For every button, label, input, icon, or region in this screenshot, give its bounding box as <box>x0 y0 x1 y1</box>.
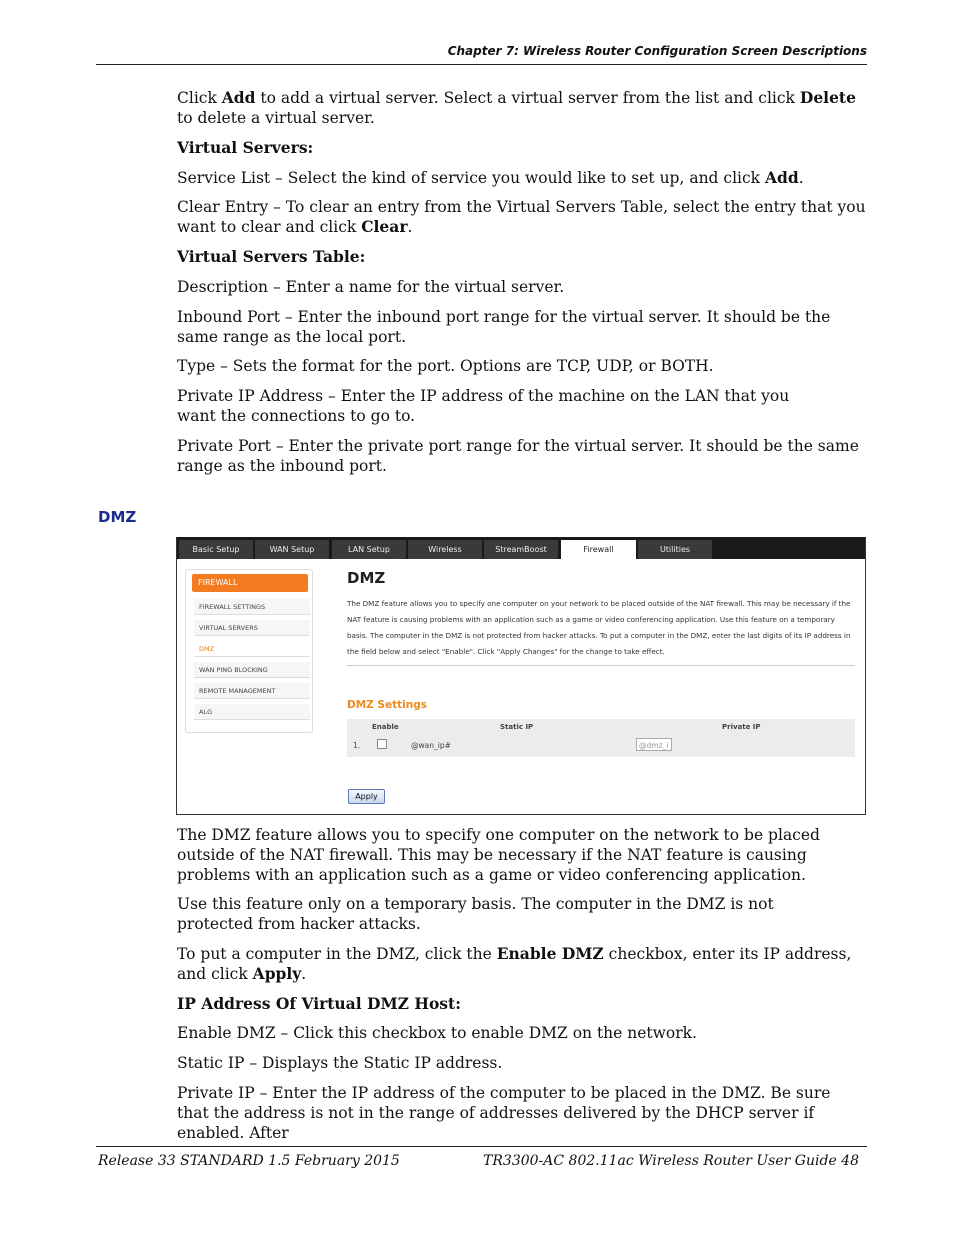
tab-wireless[interactable]: Wireless <box>408 540 482 559</box>
private-ip-text: Private IP Address – Enter the IP address of the machine on the LAN that you want the connections to go to. <box>177 387 790 425</box>
sidebar-item-dmz[interactable]: DMZ <box>194 641 310 657</box>
clear-entry-text: Clear Entry – To clear an entry from the Virtual Servers Table, select the entry that you want to clear and click Clear. <box>177 198 866 236</box>
type-text: Type – Sets the format for the port. Options are TCP, UDP, or BOTH. <box>177 357 714 375</box>
tab-basic-setup[interactable]: Basic Setup <box>179 540 253 559</box>
sidebar-item-remote-management[interactable]: REMOTE MANAGEMENT <box>194 683 310 699</box>
sidebar-item-firewall-settings[interactable]: FIREWALL SETTINGS <box>194 599 310 615</box>
description-text: Description – Enter a name for the virtual server. <box>177 278 565 296</box>
divider <box>347 665 855 666</box>
sidebar-item-virtual-servers[interactable]: VIRTUAL SERVERS <box>194 620 310 636</box>
page-footer <box>96 1146 867 1169</box>
sidebar-item-wan-ping-blocking[interactable]: WAN PING BLOCKING <box>194 662 310 678</box>
dmz-host-heading: IP Address Of Virtual DMZ Host: <box>177 994 461 1013</box>
dmz-explanation-3: To put a computer in the DMZ, click the Enable DMZ checkbox, enter its IP address, and click Apply. <box>177 944 852 983</box>
enable-dmz-checkbox[interactable] <box>377 739 387 749</box>
col-private-ip: Private IP <box>722 723 761 731</box>
dmz-explanation-2: Use this feature only on a temporary basis. The computer in the DMZ is not protected from hacker attacks. <box>177 895 774 933</box>
dmz-page-title: DMZ <box>347 569 386 587</box>
section-title: DMZ <box>98 508 137 526</box>
apply-button[interactable]: Apply <box>348 789 385 804</box>
private-ip-text-2: Private IP – Enter the IP address of the computer to be placed in the DMZ. Be sure that the address is not in the range of addresses delivered by the DHCP server if enabled. After <box>177 1084 831 1142</box>
dmz-settings-title: DMZ Settings <box>347 699 427 711</box>
tab-streamboost[interactable]: StreamBoost <box>484 540 558 559</box>
tab-wan-setup[interactable]: WAN Setup <box>255 540 329 559</box>
enable-dmz-text: Enable DMZ – Click this checkbox to enable DMZ on the network. <box>177 1024 697 1042</box>
inbound-text: Inbound Port – Enter the inbound port range for the virtual server. It should be the same range as the local port. <box>177 308 831 346</box>
static-ip-value: @wan_ip# <box>411 741 451 750</box>
header-title: : Wireless Router Configuration Screen Descriptions <box>514 44 867 58</box>
dmz-description: The DMZ feature allows you to specify one computer on your network to be placed outside of the NAT firewall. This may be necessary if the NAT feature is causing problems with an application such as a game or video conferencing application. Use this feature on a temporary basis. The computer in the DMZ is not protected from hacker attacks. To put a computer in the DMZ, enter the last digits of its IP address in the field below and select "Enable". Click "Apply Changes" for the change to take effect. <box>347 599 851 656</box>
private-ip-input[interactable]: @dmz_i <box>636 738 672 751</box>
footer-guide-page: TR3300-AC 802.11ac Wireless Router User Guide 48 <box>483 1153 859 1169</box>
sidebar <box>185 569 313 733</box>
page-header <box>96 44 867 65</box>
col-enable: Enable <box>372 723 399 731</box>
router-screenshot <box>176 537 866 815</box>
private-port-text: Private Port – Enter the private port range for the virtual server. It should be the same range as the inbound port. <box>177 437 859 475</box>
static-ip-text: Static IP – Displays the Static IP address. <box>177 1054 503 1072</box>
col-static-ip: Static IP <box>500 723 534 731</box>
virtual-servers-heading: Virtual Servers: <box>177 138 314 157</box>
tab-firewall[interactable]: Firewall <box>561 540 636 559</box>
row-number: 1. <box>353 741 361 750</box>
intro-paragraph: Click Add to add a virtual server. Select a virtual server from the list and click Delete to delete a virtual server. <box>177 88 856 127</box>
sidebar-title[interactable]: FIREWALL <box>192 574 308 592</box>
tab-lan-setup[interactable]: LAN Setup <box>332 540 406 559</box>
tab-bar <box>177 537 865 559</box>
sidebar-item-alg[interactable]: ALG <box>194 704 310 720</box>
dmz-settings-table <box>347 719 855 757</box>
service-list-text: Service List – Select the kind of service you would like to set up, and click Add. <box>177 168 804 187</box>
dmz-explanation-1: The DMZ feature allows you to specify one computer on the network to be placed outside of the NAT firewall. This may be necessary if the NAT feature is causing problems with an application such as a game or video conferencing application. <box>177 826 820 884</box>
table-heading: Virtual Servers Table: <box>177 247 366 266</box>
tab-utilities[interactable]: Utilities <box>638 540 712 559</box>
footer-release: Release 33 STANDARD 1.5 February 2015 <box>98 1153 400 1169</box>
chapter-label: Chapter 7 <box>447 44 515 58</box>
